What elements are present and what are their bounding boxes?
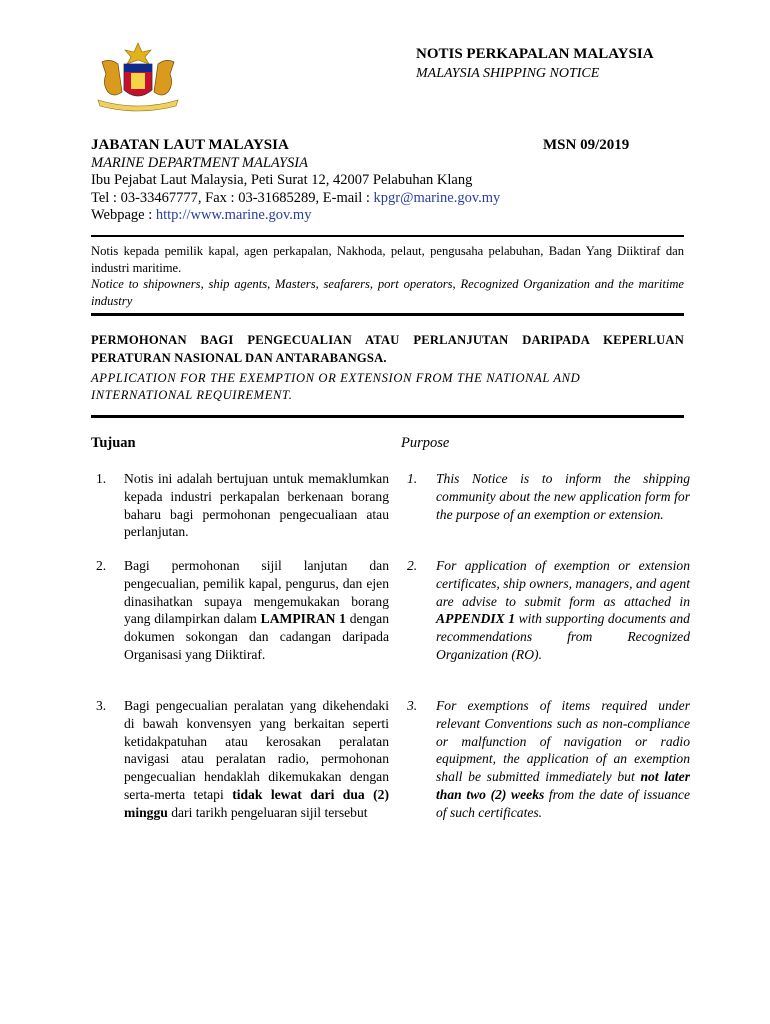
item-number: 2. [96, 558, 107, 573]
item-number: 1. [96, 471, 107, 486]
webpage-link[interactable]: http://www.marine.gov.my [155, 207, 312, 223]
item-text-en: This Notice is to inform the shipping community about the new application form for the purpose of an exemption or extension. [436, 471, 690, 522]
msn-number: MSN 09/2019 [543, 137, 630, 153]
department-address: Ibu Pejabat Laut Malaysia, Peti Surat 12, 42007 Pelabuhan Klang [91, 172, 473, 188]
section-heading-ms: Tujuan [91, 435, 136, 451]
divider [91, 415, 684, 418]
notice-recipients-ms: Notis kepada pemilik kapal, agen perkapalan, Nakhoda, pelaut, pengusaha pelabuhan, Badan Yang Diiktiraf dan industri maritime. [91, 244, 684, 275]
item-number: 3. [407, 698, 418, 713]
department-name-en: MARINE DEPARTMENT MALAYSIA [91, 155, 308, 171]
item-text-ms: Bagi permohonan sijil lanjutan dan pengecualian, pemilik kapal, pengurus, dan ejen dinasihatkan supaya mengemukakan borang yang dilampirkan dalam LAMPIRAN 1 dengan dokumen sokongan dan cadangan daripada Organisasi yang Diiktiraf. [124, 558, 389, 662]
department-name-ms: JABATAN LAUT MALAYSIA [91, 137, 289, 153]
divider [91, 235, 684, 237]
item-text-ms: Notis ini adalah bertujuan untuk memaklumkan kepada industri perkapalan berkenaan borang baharu bagi permohonan pengecualiaan atau perlanjutan. [124, 471, 389, 540]
item-number: 2. [407, 558, 418, 573]
notice-recipients [91, 243, 684, 309]
email-link[interactable]: kpgr@marine.gov.my [373, 190, 501, 206]
department-webpage [91, 207, 311, 224]
notice-recipients-en: Notice to shipowners, ship agents, Masters, seafarers, port operators, Recognized Organization and the maritime industry [91, 277, 684, 308]
department-contact [91, 190, 500, 207]
item-text-en: For exemptions of items required under relevant Conventions such as non-compliance or malfunction of navigation or radio equipment, the application of an exemption shall be submitted immediately but not later than two (2) weeks from the date of issuance of such certificates. [436, 698, 690, 820]
subject-ms: PERMOHONAN BAGI PENGECUALIAN ATAU PERLANJUTAN DARIPADA KEPERLUAN PERATURAN NASIONAL DAN ANTARABANGSA. [91, 333, 684, 365]
coat-of-arms-logo [88, 40, 188, 115]
item-text-ms: Bagi pengecualian peralatan yang dikehendaki di bawah konvensyen yang berkaitan seperti ketidakpatuhan atau kerosakan peralatan navigasi atau peralatan radio, permohonan pengecualian hendaklah dikemukakan dengan serta-merta tetapi tidak lewat dari dua (2) minggu dari tarikh pengeluaran sijil tersebut [124, 698, 390, 820]
webpage-label: Webpage : [91, 207, 156, 223]
notice-title-en: MALAYSIA SHIPPING NOTICE [416, 66, 600, 81]
item-number: 1. [407, 471, 418, 486]
notice-title-ms: NOTIS PERKAPALAN MALAYSIA [416, 46, 654, 62]
section-heading-en: Purpose [401, 435, 450, 451]
subject-en: APPLICATION FOR THE EXEMPTION OR EXTENSION FROM THE NATIONAL AND INTERNATIONAL REQUIREMENT. [91, 371, 581, 402]
item-number: 3. [96, 698, 107, 713]
divider [91, 313, 684, 316]
item-text-en: For application of exemption or extension certificates, ship owners, managers, and agent are advise to submit form as attached in APPENDIX 1 with supporting documents and recommendations from Recognized Organization (RO). [436, 558, 690, 662]
contact-text: Tel : 03-33467777, Fax : 03-31685289, E-mail : [91, 190, 374, 206]
